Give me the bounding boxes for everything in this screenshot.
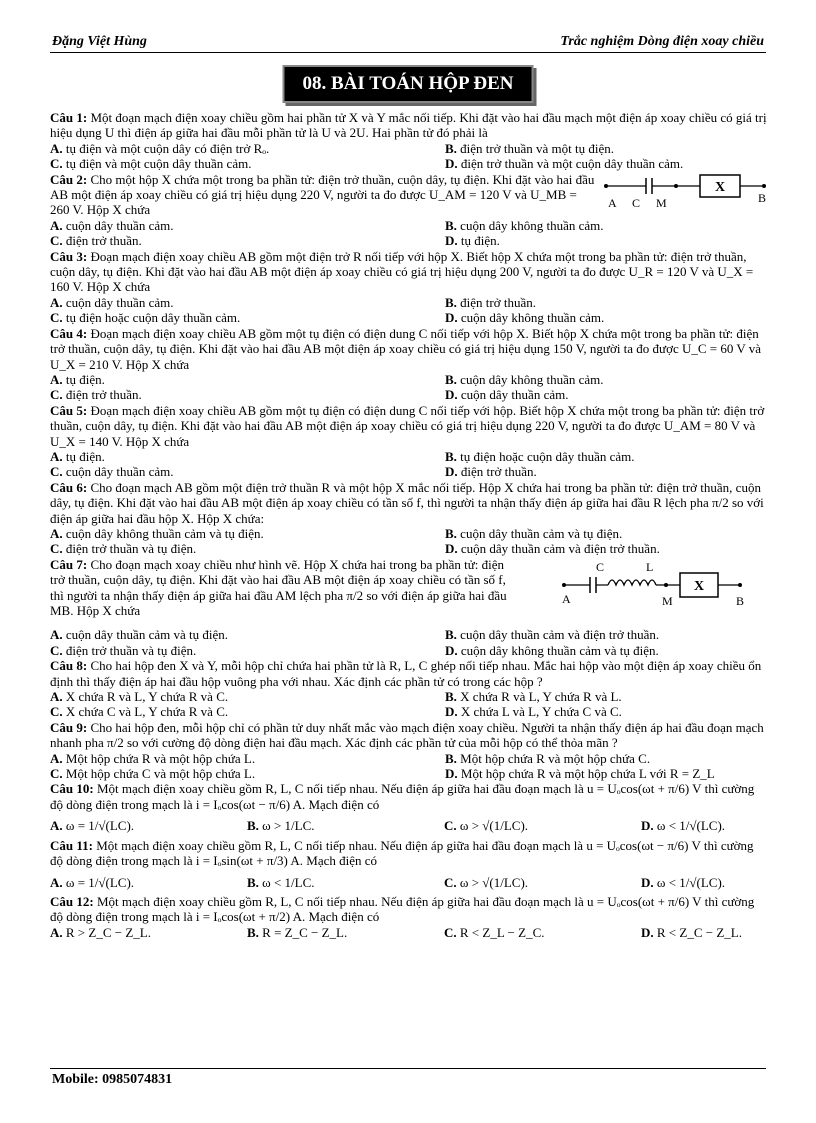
option-d: D. ω < 1/√(LC). (641, 818, 726, 834)
question-text: Cho đoạn mạch xoay chiều như hình vẽ. Hộp X chứa hai trong ba phần tử: điện trở thuần, cuộn dây, tụ điện. Khi đặt vào hai đầu AB một điện áp xoay chiều có tần số f, thì người ta nhận thấy điện áp giữa hai đầu AM lệch pha π/2 so với điện áp giữa hai đầu MB. Hộp X chứa (50, 556, 507, 618)
option-b: B. điện trở thuần. (445, 294, 537, 310)
box-x-label: X (693, 578, 705, 594)
question-label: Câu 1: (50, 110, 88, 125)
footer-rule (50, 1068, 766, 1069)
option-a: A. Một hộp chứa R và một hộp chứa L. (50, 750, 256, 766)
option-d: D. X chứa L và L, Y chứa C và C. (445, 704, 622, 720)
options-12 (50, 925, 768, 940)
question-4 (50, 326, 768, 372)
page-title: 08. BÀI TOÁN HỘP ĐEN (283, 65, 534, 103)
options-3 (50, 295, 768, 326)
option-a: A. ω = 1/√(LC). (50, 818, 135, 834)
question-text: Cho đoạn mạch AB gồm một điện trở thuần R và một hộp X mắc nối tiếp. Hộp X chứa hai trong ba phần tử: điện trở thuần, cuộn dây, tụ điện. Khi đặt vào hai đầu AB một điện áp xoay chiều có tần số f, thì người ta nhận thấy điện áp giữa hai đầu R lệch pha π/2 so với điện áp giữa hai đầu hộp X. Hộp X chứa: (50, 479, 764, 526)
option-b: B. R = Z_C − Z_L. (247, 924, 348, 940)
page-header (50, 34, 766, 50)
option-c: C. điện trở thuần. (50, 387, 142, 403)
document-subject: Trắc nghiệm Dòng điện xoay chiều (560, 34, 764, 49)
option-d: D. tụ điện. (445, 233, 500, 249)
option-b: B. cuộn dây không thuần cảm. (445, 371, 604, 387)
option-d: D. Một hộp chứa R và một hộp chứa L với R = Z_L (445, 766, 715, 782)
svg-text:B: B (736, 593, 745, 608)
question-label: Câu 9: (50, 719, 88, 735)
question-6 (50, 480, 768, 526)
option-b: B. ω > 1/LC. (247, 818, 315, 834)
question-7 (50, 557, 520, 619)
question-12 (50, 894, 768, 925)
question-label: Câu 3: (50, 248, 88, 264)
option-b: B. cuộn dây thuần cảm và điện trở thuần. (445, 627, 660, 643)
option-b: B. Một hộp chứa R và một hộp chứa C. (445, 750, 651, 766)
options-9 (50, 751, 768, 782)
option-d: D. điện trở thuần và một cuộn dây thuần cảm. (445, 156, 684, 172)
question-label: Câu 12: (50, 893, 94, 909)
option-d: D. điện trở thuần. (445, 464, 537, 480)
option-d: D. cuộn dây không thuần cảm. (445, 310, 605, 326)
option-b: B. ω < 1/LC. (247, 874, 315, 890)
question-10 (50, 781, 768, 812)
question-text: Cho một hộp X chứa một trong ba phần tử: điện trở thuần, cuộn dây, tụ điện. Khi đặt vào hai đầu AB một điện áp xoay chiều có giá trị hiệu dụng 220 V, người ta đo được U_AM = 120 V và U_MB = 260 V. Hộp X chứa (50, 171, 595, 218)
options-8 (50, 689, 768, 720)
option-c: C. điện trở thuần và tụ điện. (50, 642, 197, 658)
question-label: Câu 10: (50, 781, 94, 797)
question-text: Cho hai hộp đen, mỗi hộp chỉ có phần tử duy nhất mắc vào mạch điện xoay chiều. Người ta nhận thấy điện áp hai đầu đoạn mạch nhanh pha π/2 so với cường độ dòng điện hai đầu mạch. Xác định các phần tử của mỗi hộp có thể thỏa mãn ? (50, 719, 764, 751)
option-c: C. tụ điện và một cuộn dây thuần cảm. (50, 156, 252, 172)
option-c: C. X chứa C và L, Y chứa R và C. (50, 704, 229, 720)
question-text: Đoạn mạch điện xoay chiều AB gồm một tụ điện có điện dung C nối tiếp với hộp X. Biết hộp X chứa một trong ba phần tử: điện trở thuần, cuộn dây, tụ điện. Khi đặt vào hai đầu AB một điện áp xoay chiều có giá trị hiệu dụng 150 V, người ta đo được U_C = 60 V và U_X = 210 V. Hộp X chứa (50, 325, 762, 372)
option-d: D. cuộn dây không thuần cảm và tụ điện. (445, 642, 659, 658)
svg-text:M: M (656, 195, 667, 210)
option-b: B. cuộn dây thuần cảm và tụ điện. (445, 525, 623, 541)
option-a: A. cuộn dây thuần cảm. (50, 294, 174, 310)
option-a: A. tụ điện. (50, 371, 105, 387)
option-d: D. cuộn dây thuần cảm và điện trở thuần. (445, 541, 660, 557)
option-b: B. tụ điện hoặc cuộn dây thuần cảm. (445, 448, 635, 464)
circuit-diagram-1 (598, 174, 768, 212)
options-10 (50, 818, 768, 833)
header-rule (50, 52, 766, 53)
option-a: A. cuộn dây thuần cảm và tụ điện. (50, 627, 228, 643)
svg-text:M: M (662, 593, 673, 608)
question-2 (50, 172, 595, 218)
question-label: Câu 11: (50, 837, 93, 853)
option-c: C. tụ điện hoặc cuộn dây thuần cảm. (50, 310, 241, 326)
question-3 (50, 249, 768, 295)
author-name: Đặng Việt Hùng (52, 34, 147, 49)
option-a: A. ω = 1/√(LC). (50, 874, 135, 890)
question-label: Câu 2: (50, 171, 88, 187)
option-b: B. cuộn dây không thuần cảm. (445, 217, 604, 233)
question-2-block (50, 172, 768, 218)
option-b: B. điện trở thuần và một tụ điện. (445, 140, 614, 156)
question-9 (50, 720, 768, 751)
question-label: Câu 6: (50, 479, 88, 495)
svg-text:C: C (632, 195, 641, 210)
question-label: Câu 8: (50, 658, 88, 674)
options-11 (50, 875, 768, 890)
question-text: Một mạch điện xoay chiều gồm R, L, C nối tiếp nhau. Nếu điện áp giữa hai đầu đoạn mạch là u = Uₒcos(ωt + π/6) V thì cường độ dòng điện trong mạch là i = Iₒcos(ωt − π/6) A. Mạch điện có (50, 781, 755, 812)
question-text: Một mạch điện xoay chiều gồm R, L, C nối tiếp nhau. Nếu điện áp giữa hai đầu đoạn mạch là u = Uₒcos(ωt + π/6) V thì cường độ dòng điện trong mạch là i = Iₒcos(ωt + π/2) A. Mạch điện có (50, 893, 755, 925)
option-b: B. X chứa R và L, Y chứa R và L. (445, 689, 622, 705)
options-7 (50, 627, 768, 658)
question-list (50, 110, 768, 940)
options-2 (50, 218, 768, 249)
footer-mobile: Mobile: 0985074831 (52, 1072, 173, 1087)
box-x-label: X (714, 179, 726, 195)
option-c: C. Một hộp chứa C và một hộp chứa L. (50, 766, 256, 782)
option-c: C. ω > √(1/LC). (444, 818, 529, 834)
svg-text:L: L (646, 559, 654, 574)
question-8 (50, 658, 768, 689)
question-text: Một mạch điện xoay chiều gồm R, L, C nối tiếp nhau. Nếu điện áp giữa hai đầu đoạn mạch là u = Uₒcos(ωt − π/6) V thì cường độ dòng điện trong mạch là i = Iₒsin(ωt + π/3) A. Mạch điện có (50, 837, 754, 869)
option-a: A. cuộn dây không thuần cảm và tụ điện. (50, 525, 264, 541)
question-11 (50, 838, 768, 869)
options-1 (50, 141, 768, 172)
option-c: C. R < Z_L − Z_C. (444, 924, 545, 940)
option-c: C. cuộn dây thuần cảm. (50, 464, 174, 480)
question-label: Câu 7: (50, 556, 88, 572)
option-a: A. R > Z_C − Z_L. (50, 924, 151, 940)
option-a: A. tụ điện. (50, 448, 105, 464)
option-c: C. điện trở thuần. (50, 233, 142, 249)
svg-text:A: A (562, 591, 571, 606)
option-a: A. X chứa R và L, Y chứa R và C. (50, 689, 229, 705)
options-5 (50, 449, 768, 480)
option-d: D. ω < 1/√(LC). (641, 874, 726, 890)
question-7-block (50, 557, 768, 619)
option-c: C. điện trở thuần và tụ điện. (50, 541, 197, 557)
options-6 (50, 526, 768, 557)
question-text: Đoạn mạch điện xoay chiều AB gồm một điện trở R nối tiếp với hộp X. Biết hộp X chứa một trong ba phần tử: điện trở thuần, cuộn dây, tụ điện. Khi đặt vào hai đầu AB một điện áp xoay chiều có giá trị hiệu dụng 200 V, người ta đo được U_R = 120 V và U_X = 160 V. Hộp X chứa (50, 248, 754, 295)
option-d: D. R < Z_C − Z_L. (641, 924, 742, 940)
question-label: Câu 4: (50, 325, 88, 341)
question-5 (50, 403, 768, 449)
question-text: Một đoạn mạch điện xoay chiều gồm hai phần tử X và Y mắc nối tiếp. Khi đặt vào hai đầu mạch một điện áp xoay chiều có giá trị hiệu dụng U thì điện áp giữa hai đầu mỗi phần tử là U và 2U. Hai phần tử đó phải là (50, 110, 767, 141)
svg-text:A: A (608, 195, 617, 210)
options-4 (50, 372, 768, 403)
option-a: A. tụ điện và một cuộn dây có điện trở Rₒ. (50, 140, 270, 156)
option-a: A. cuộn dây thuần cảm. (50, 217, 174, 233)
circuit-diagram-2 (560, 559, 760, 609)
question-label: Câu 5: (50, 402, 88, 418)
question-text: Đoạn mạch điện xoay chiều AB gồm một tụ điện có điện dung C nối tiếp với hộp. Biết hộp X chứa một trong ba phần tử: điện trở thuần, cuộn dây, tụ điện. Khi đặt vào hai đầu AB một điện áp xoay chiều có giá trị hiệu dụng 220 V, người ta đo được U_AM = 80 V và U_X = 140 V. Hộp X chứa (50, 402, 765, 449)
svg-text:C: C (596, 559, 605, 574)
question-text: Cho hai hộp đen X và Y, mỗi hộp chỉ chứa hai phần tử là R, L, C ghép nối tiếp nhau. Mắc hai hộp vào một điện áp xoay chiều ổn định thì thấy điện áp hai đầu hộp vuông pha với nhau. Xác định các phần tử có trong các hộp ? (50, 658, 762, 689)
option-c: C. ω > √(1/LC). (444, 874, 529, 890)
option-d: D. cuộn dây thuần cảm. (445, 387, 569, 403)
svg-text:B: B (758, 190, 767, 205)
question-1 (50, 110, 768, 141)
